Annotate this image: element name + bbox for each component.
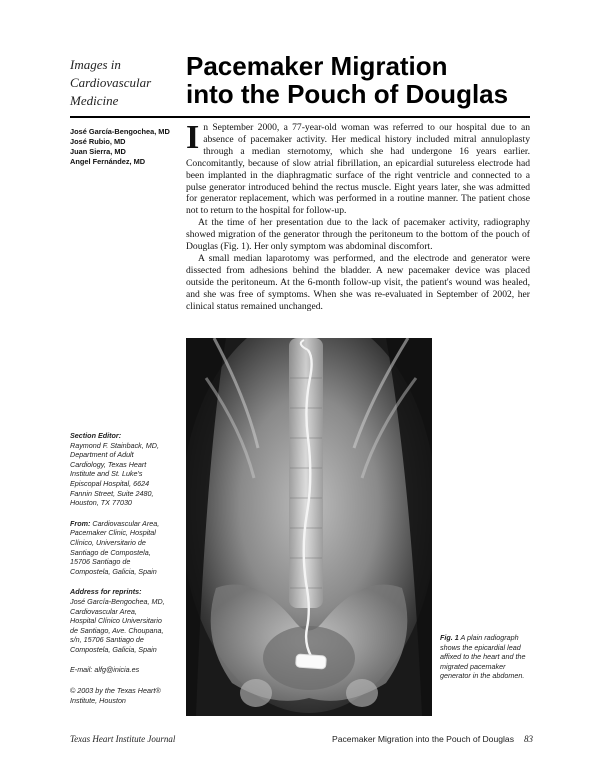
section-editor-label: Section Editor:: [70, 431, 122, 440]
section-label-line: Medicine: [70, 93, 119, 108]
article-title: [186, 52, 546, 108]
section-editor-line: Raymond F. Stainback, MD,: [70, 440, 159, 450]
reprints-line: Cardiovascular Area,: [70, 606, 137, 616]
reprints-line: Compostela, Galicia, Spain: [70, 644, 157, 654]
affiliation-text: Cardiovascular Area,: [90, 518, 160, 528]
section-editor-line: Institute and St. Luke's: [70, 469, 143, 479]
section-editor-line: Cardiology, Texas Heart: [70, 459, 147, 469]
author: Angel Fernández, MD: [70, 157, 146, 166]
author: Juan Sierra, MD: [70, 147, 126, 156]
section-editor-line: Department of Adult: [70, 450, 134, 460]
xray-figure: [186, 338, 432, 716]
affiliation-line: 15706 Santiago de: [70, 557, 131, 567]
affiliation-line: Pacemaker Clinic, Hospital: [70, 528, 156, 538]
reprints-line: s/n, 15706 Santiago de: [70, 635, 144, 645]
reprints-line: Hospital Clínico Universitario: [70, 616, 162, 626]
footer-journal: Texas Heart Institute Journal: [70, 734, 176, 744]
affiliation-line: Compostela, Galicia, Spain: [70, 566, 157, 576]
pacemaker-generator: [296, 654, 327, 669]
reprints-block: [70, 587, 182, 654]
affiliation-line: Clínico, Universitario de: [70, 537, 146, 547]
figure-caption-text: A plain radiograph shows the epicardial lead affixed to the heart and the migrated pacemaker generator in the abdomen.: [440, 633, 526, 681]
paragraph-1-text: n September 2000, a 77-year-old woman was referred to our hospital due to an absence of pacemaker activity. Her medical history included mitral annuloplasty through a median sternotomy, which she had undergone 16 years earlier. Concomitantly, because of slow atrial fibrillation, an epicardial sutureless electrode had been implanted in the diaphragmatic surface of the right ventricle and connected to a pulse generator introduced behind the rectus muscle. Eight years later, she was admitted for generator replacement, which was performed in a routine manner. The patient chose not to return to the hospital for follow-up.: [186, 122, 530, 217]
affiliation-label: From:: [70, 518, 91, 528]
section-label: [70, 56, 180, 110]
copyright-line: Institute, Houston: [70, 695, 126, 705]
paragraph-2: At the time of her presentation due to the lack of pacemaker activity, radiography showed migration of the generator through the peritoneum to the bottom of the pouch of Douglas (Fig. 1). Her only symptom was abdominal discomfort.: [186, 217, 530, 253]
sidebar-notes: [70, 431, 182, 716]
copyright-line: © 2003 by the Texas Heart®: [70, 686, 161, 696]
affiliation-line: Santiago de Compostela,: [70, 547, 151, 557]
section-label-line: Cardiovascular: [70, 75, 152, 90]
reprints-label: Address for reprints:: [70, 587, 142, 597]
footer-running-head: [332, 734, 534, 744]
email-address: E-mail: alfg@inicia.es: [70, 665, 140, 675]
copyright-block: [70, 686, 182, 705]
section-editor-block: [70, 431, 182, 508]
drop-cap: I: [186, 119, 200, 156]
author: José Rubio, MD: [70, 137, 126, 146]
section-editor-line: Episcopal Hospital, 6624: [70, 478, 150, 488]
author-list: [70, 127, 188, 167]
article-body: [186, 119, 530, 313]
article-title-line-1: Pacemaker Migration: [186, 51, 448, 81]
paragraph-3: A small median laparotomy was performed, and the electrode and generator were dissected from adhesions behind the bladder. A new pacemaker device was placed outside the peritoneum. At the 6-month follow-up visit, the patient's wound was healed, and she was free of symptoms. When she was re-evaluated in September of 2002, her clinical status remained unchanged.: [186, 252, 530, 312]
email-block: [70, 665, 182, 675]
footer-running-title: Pacemaker Migration into the Pouch of Douglas: [332, 734, 515, 744]
section-editor-line: Houston, TX 77030: [70, 498, 132, 508]
section-label-line: Images in: [70, 57, 121, 72]
reprints-line: de Santiago, Ave. Choupana,: [70, 625, 164, 635]
article-title-line-2: into the Pouch of Douglas: [186, 79, 509, 109]
reprints-line: José García-Bengochea, MD,: [70, 596, 165, 606]
affiliation-first-line: [70, 519, 182, 529]
section-editor-line: Fannin Street, Suite 2480,: [70, 488, 154, 498]
figure-caption: [440, 633, 532, 681]
paragraph-1: [186, 119, 530, 217]
page-number: 83: [524, 734, 534, 744]
femoral-head-right: [346, 679, 378, 707]
title-rule: [70, 116, 530, 118]
figure-label: Fig. 1: [440, 633, 459, 642]
femoral-head-left: [240, 679, 272, 707]
author: José García-Bengochea, MD: [70, 127, 170, 136]
affiliation-block: [70, 519, 182, 577]
